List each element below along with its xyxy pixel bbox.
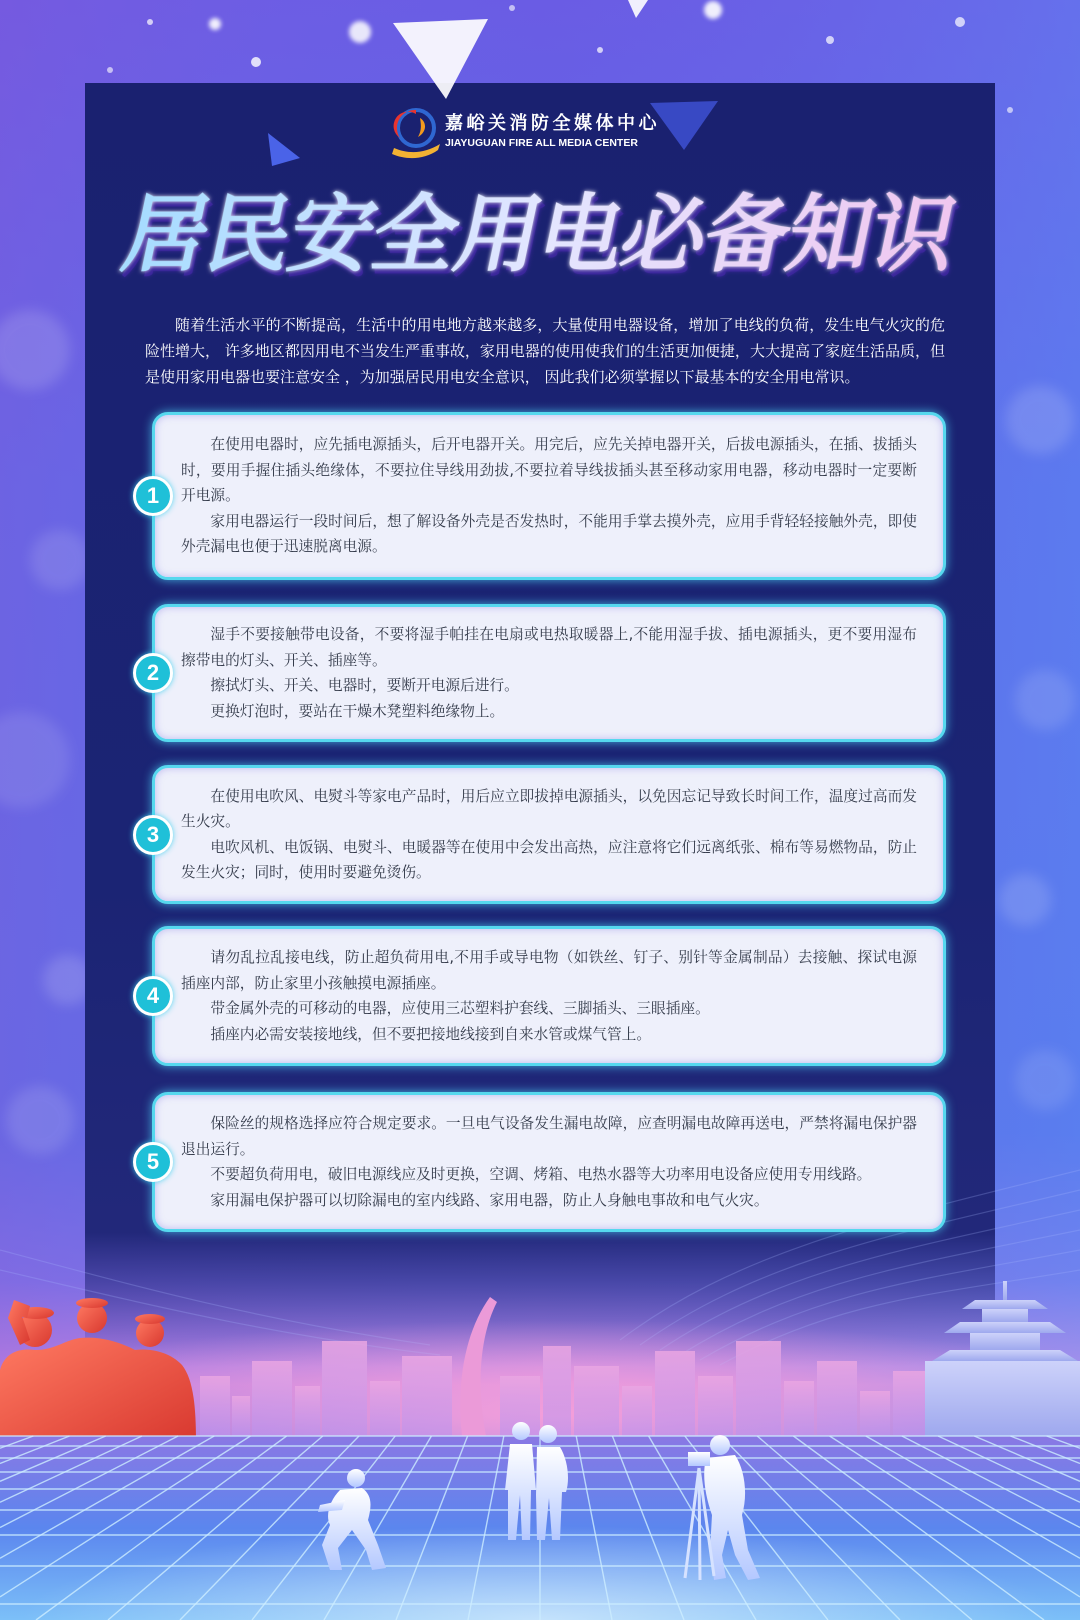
tip-paragraph: 家用漏电保护器可以切除漏电的室内线路、家用电器，防止人身触电事故和电气火灾。 bbox=[210, 1191, 769, 1209]
tip-paragraph: 不要超负荷用电，破旧电源线应及时更换，空调、烤箱、电热水器等大功率用电设备应使用专用线路。 bbox=[210, 1166, 872, 1183]
building bbox=[784, 1381, 814, 1436]
building bbox=[817, 1361, 857, 1436]
building bbox=[543, 1346, 571, 1436]
logo-flame bbox=[418, 118, 425, 137]
figure-head bbox=[347, 1469, 365, 1487]
logo-name-english: JIAYUGUAN FIRE ALL MEDIA CENTER bbox=[445, 137, 638, 149]
poster-title-text: 居民安全用电必备知识 bbox=[114, 185, 966, 283]
pagoda-roof bbox=[932, 1350, 1078, 1361]
pagoda-roof bbox=[962, 1300, 1048, 1309]
bokeh-light bbox=[1007, 107, 1013, 113]
bokeh-light bbox=[1015, 670, 1075, 730]
logo-name-chinese: 嘉峪关消防全媒体中心 bbox=[445, 113, 660, 134]
camera bbox=[688, 1452, 710, 1466]
building bbox=[655, 1351, 695, 1436]
tip-card-1 bbox=[146, 412, 946, 580]
tip-paragraph: 家用电器运行一段时间后，想了解设备外壳是否发热时，不能用手掌去摸外壳，应用手背轻轻接触外壳，即使外壳漏电也便于迅速脱离电源。 bbox=[181, 512, 917, 556]
figure-head bbox=[539, 1425, 557, 1443]
bokeh-light bbox=[999, 874, 1051, 926]
tip-paragraph: 插座内必需安装接地线，但不要把接地线接到自来水管或煤气管上。 bbox=[210, 1025, 652, 1043]
bokeh-light bbox=[349, 21, 371, 43]
building bbox=[736, 1341, 781, 1436]
fire-media-center-logo-icon bbox=[390, 104, 442, 162]
number-badge: 5 bbox=[133, 1142, 173, 1182]
bokeh-light bbox=[147, 19, 153, 25]
tip-paragraph: 保险丝的规格选择应符合规定要求。一旦电气设备发生漏电故障，应查明漏电故障再送电，严禁将漏电保护器退出运行。 bbox=[181, 1115, 917, 1158]
building bbox=[860, 1391, 890, 1436]
building bbox=[200, 1376, 230, 1436]
number-badge: 2 bbox=[133, 653, 173, 693]
bokeh-light bbox=[704, 1, 722, 19]
bokeh-light bbox=[251, 57, 261, 67]
building bbox=[622, 1386, 652, 1436]
logo-blue-ring bbox=[398, 110, 434, 146]
number-badge: 1 bbox=[133, 476, 173, 516]
bokeh-light bbox=[826, 36, 834, 44]
bokeh-light bbox=[209, 18, 221, 30]
figure-head bbox=[710, 1435, 730, 1455]
bokeh-light bbox=[6, 1086, 74, 1154]
statue-cap bbox=[135, 1314, 165, 1324]
building bbox=[295, 1386, 320, 1436]
pagoda-roof bbox=[944, 1322, 1066, 1333]
tip-paragraph: 带金属外壳的可移动的电器，应使用三芯塑料护套线、三脚插头、三眼插座。 bbox=[210, 1000, 710, 1017]
tip-paragraph: 请勿乱拉乱接电线，防止超负荷用电,不用手或导电物（如铁丝、钉子、别针等金属制品）去接触、探试电源插座内部，防止家里小孩触摸电源插座。 bbox=[181, 949, 917, 992]
tip-paragraph: 擦拭灯头、开关、电器时，要断开电源后进行。 bbox=[210, 677, 519, 694]
pagoda-base bbox=[925, 1361, 1080, 1436]
statue-cap bbox=[76, 1298, 108, 1308]
bokeh-light bbox=[509, 5, 515, 11]
building bbox=[370, 1381, 400, 1436]
number-badge: 3 bbox=[133, 815, 173, 855]
building bbox=[252, 1361, 292, 1436]
pagoda-storey bbox=[982, 1309, 1028, 1322]
poster-title bbox=[0, 184, 1080, 288]
figure-head bbox=[512, 1422, 530, 1440]
tip-card-3 bbox=[146, 765, 946, 904]
tip-paragraph: 在使用电器时，应先插电源插头，后开电器开关。用完后，应先关掉电器开关，后拔电源插头，在插、拔插头时，要用手握住插头绝缘体，不要拉住导线用劲拔,不要拉着导线拔插头甚至移动家用电器，移动电器时一定要断开电源。 bbox=[181, 436, 917, 505]
tip-card-5 bbox=[146, 1092, 946, 1232]
media-center-logo bbox=[390, 104, 690, 162]
building bbox=[232, 1396, 250, 1436]
building bbox=[574, 1366, 619, 1436]
bokeh-light bbox=[30, 530, 90, 590]
intro-paragraph: 随着生活水平的不断提高，生活中的用电地方越来越多，大量使用电器设备，增加了电线的负荷，发生电气火灾的危险性增大， 许多地区都因用电不当发生严重事故，家用电器的使用使我们的生活更加便捷，大大提高了家庭生活品质，但是使用家用电器也要注意安全 ，为加强居民用电安全意识， 因此我们必须掌握以下最基本的安全用电常识。 bbox=[145, 316, 945, 386]
building bbox=[698, 1376, 733, 1436]
bokeh-light bbox=[1006, 386, 1074, 454]
tip-card-4 bbox=[146, 926, 946, 1066]
bokeh-light bbox=[107, 67, 113, 73]
bokeh-light bbox=[597, 47, 603, 53]
tip-paragraph: 电吹风机、电饭锅、电熨斗、电暖器等在使用中会发出高热，应注意将它们远离纸张、棉布等易燃物品，防止发生火灾；同时，使用时要避免烫伤。 bbox=[181, 838, 917, 881]
bokeh-light bbox=[1015, 1050, 1075, 1110]
tip-paragraph: 更换灯泡时，要站在干燥木凳塑料绝缘物上。 bbox=[210, 702, 505, 720]
number-badge: 4 bbox=[133, 976, 173, 1016]
pagoda-storey bbox=[970, 1333, 1040, 1350]
tip-paragraph: 在使用电吹风、电熨斗等家电产品时，用后应立即拔掉电源插头，以免因忘记导致长时间工作，温度过高而发生火灾。 bbox=[181, 787, 917, 830]
pagoda-finial bbox=[1003, 1281, 1007, 1301]
tip-card-2 bbox=[146, 604, 946, 742]
building bbox=[322, 1341, 367, 1436]
bokeh-light bbox=[955, 17, 965, 27]
building bbox=[402, 1356, 452, 1436]
tip-paragraph: 湿手不要接触带电设备，不要将湿手帕挂在电扇或电热取暖器上,不能用湿手拔、插电源插头，更不要用湿布擦带电的灯头、开关、插座等。 bbox=[181, 626, 917, 669]
